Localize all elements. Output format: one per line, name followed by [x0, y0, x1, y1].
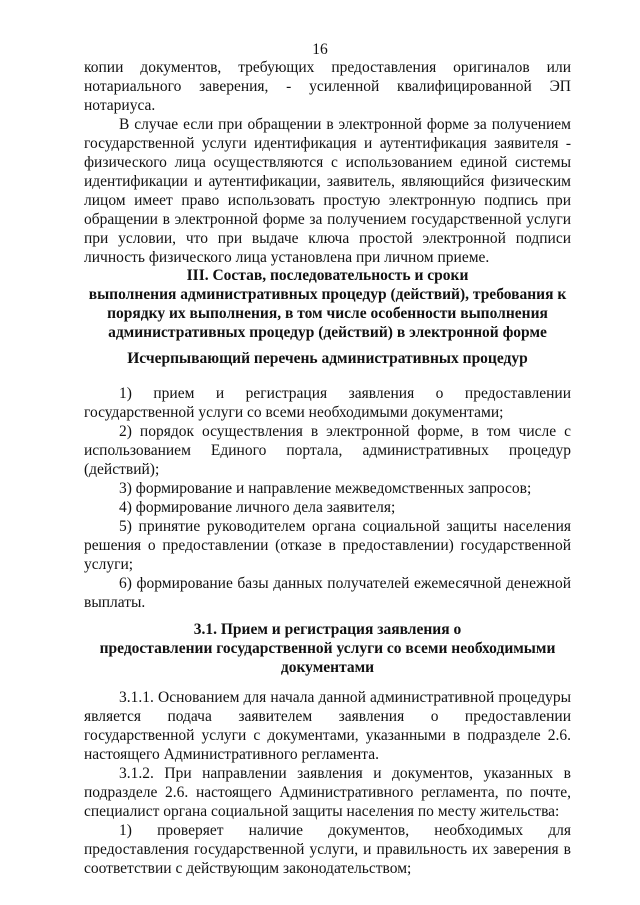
section-3-1-heading-line-1: 3.1. Прием и регистрация заявления о	[193, 621, 462, 638]
page-number: 16	[312, 41, 328, 58]
procedure-item-2: 2) порядок осуществления в электронной форме, в том числе с использованием Единого портала, административных процедур (действий);	[84, 423, 571, 478]
procedures-list	[84, 384, 571, 612]
clause-3-1-2: 3.1.2. При направлении заявления и документов, указанных в подразделе 2.6. настоящего Административного регламента, по почте, специалист органа социальной защиты населения по месту жительства:	[84, 765, 571, 820]
intro-block	[84, 58, 571, 267]
section-3-1-heading	[84, 620, 571, 677]
section-3-1-heading-line-2: предоставлении государственной услуги со всеми необходимыми	[99, 640, 556, 657]
section-3-heading	[84, 266, 571, 342]
intro-paragraph-2: В случае если при обращении в электронной форме за получением государственной услуги идентификация и аутентификация заявителя - физического лица осуществляются с использованием единой системы идентификации и аутентификации, заявитель, являющийся физическим лицом имеет право использовать простую электронную подпись при обращении в электронной форме за получением государственной услуги при условии, что при выдаче ключа простой электронной подписи личность физического лица установлена при личном приеме.	[84, 116, 571, 266]
procedure-item-4: 4) формирование личного дела заявителя;	[119, 499, 396, 516]
procedure-item-1: 1) прием и регистрация заявления о предоставлении государственной услуги со всеми необходимыми документами;	[84, 385, 571, 421]
procedure-item-6: 6) формирование базы данных получателей ежемесячной денежной выплаты.	[84, 575, 571, 611]
clause-3-1-1: 3.1.1. Основанием для начала данной административной процедуры является подача заявителем заявления о предоставлении государственной услуги с документами, указанными в подразделе 2.6. настоящего Административного регламента.	[84, 689, 571, 763]
section-3-heading-line-2: выполнения административных процедур (действий), требования к	[88, 286, 567, 303]
section-3-heading-line-4: административных процедур (действий) в электронной форме	[108, 324, 547, 341]
section-3-heading-line-3: порядку их выполнения, в том числе особенности выполнения	[107, 305, 548, 322]
intro-paragraph-1: копии документов, требующих предоставления оригиналов или нотариального заверения, - усиленной квалифицированной ЭП нотариуса.	[84, 59, 571, 114]
section-3-1-heading-line-3: документами	[280, 659, 375, 676]
procedure-item-3: 3) формирование и направление межведомственных запросов;	[119, 480, 532, 497]
section-3-heading-line-1: III. Состав, последовательность и сроки	[186, 267, 469, 284]
procedure-item-5: 5) принятие руководителем органа социальной защиты населения решения о предоставлении (отказе в предоставлении) государственной услуги;	[84, 518, 571, 573]
procedures-subheading-block	[84, 349, 571, 368]
clause-3-1-2-item-1: 1) проверяет наличие документов, необходимых для предоставления государственной услуги, и правильность их заверения в соответствии с действующим законодательством;	[84, 822, 571, 877]
section-3-1-body	[84, 688, 571, 878]
procedures-subheading: Исчерпывающий перечень административных процедур	[127, 350, 528, 367]
